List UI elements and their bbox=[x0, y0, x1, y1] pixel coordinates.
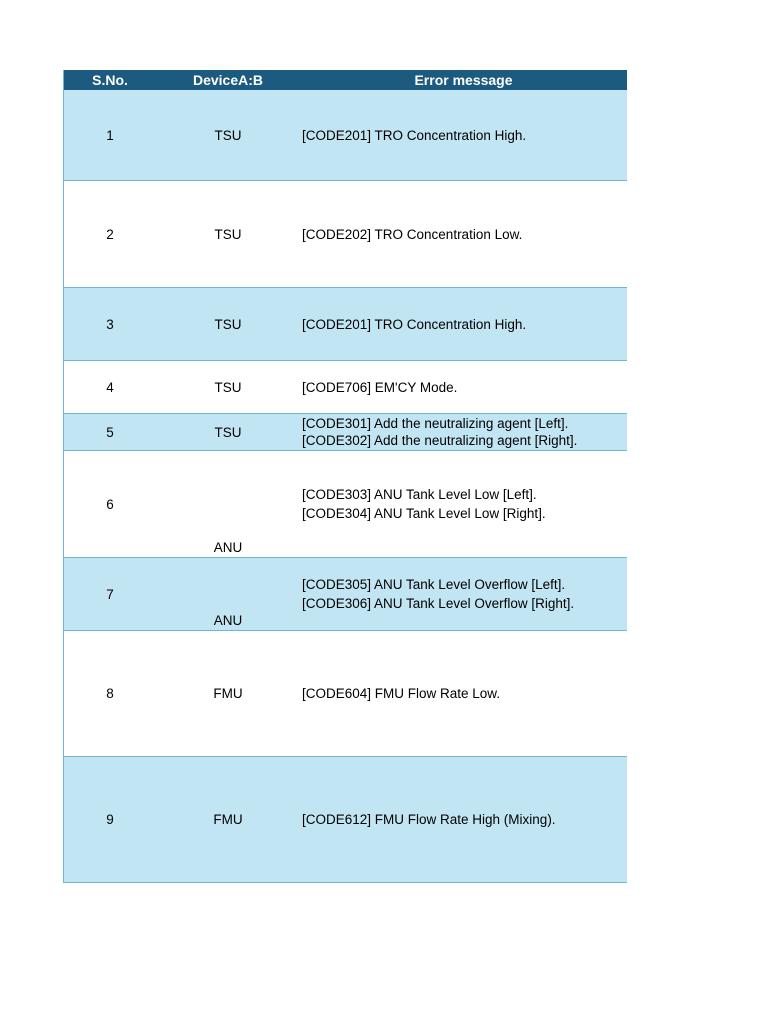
row-sno: 9 bbox=[106, 812, 114, 827]
row-sno: 8 bbox=[106, 686, 114, 701]
row-sno: 7 bbox=[106, 586, 114, 602]
row-device: TSU bbox=[214, 316, 242, 332]
error-line: [CODE201] TRO Concentration High. bbox=[302, 127, 527, 143]
row-error-message bbox=[300, 288, 627, 360]
table-row bbox=[64, 361, 627, 414]
header-sno: S.No. bbox=[92, 72, 128, 88]
error-line: [CODE604] FMU Flow Rate Low. bbox=[302, 686, 501, 701]
row-sno: 1 bbox=[106, 127, 114, 143]
row-sno: 5 bbox=[106, 424, 114, 440]
row-sno: 4 bbox=[106, 379, 114, 395]
row-error-message bbox=[300, 361, 627, 413]
table-header-row bbox=[64, 70, 627, 90]
row-error-message bbox=[300, 181, 627, 287]
error-line: [CODE303] ANU Tank Level Low [Left]. bbox=[302, 487, 537, 502]
row-device: TSU bbox=[214, 226, 242, 242]
row-error-message bbox=[300, 90, 627, 180]
table-row bbox=[64, 631, 627, 757]
error-line: [CODE706] EM'CY Mode. bbox=[302, 379, 458, 395]
error-line: [CODE302] Add the neutralizing agent [Right]. bbox=[302, 433, 578, 448]
error-line: [CODE304] ANU Tank Level Low [Right]. bbox=[302, 506, 546, 521]
error-code-table bbox=[63, 70, 627, 883]
error-line: [CODE306] ANU Tank Level Overflow [Right]. bbox=[302, 596, 575, 611]
row-error-message bbox=[300, 451, 627, 557]
row-sno: 2 bbox=[106, 226, 114, 242]
table-row bbox=[64, 181, 627, 288]
error-line: [CODE612] FMU Flow Rate High (Mixing). bbox=[302, 812, 556, 827]
row-error-message bbox=[300, 414, 627, 450]
row-sno: 3 bbox=[106, 316, 114, 332]
table-row bbox=[64, 757, 627, 883]
header-device: DeviceA:B bbox=[192, 72, 264, 88]
table-row bbox=[64, 90, 627, 181]
row-device: TSU bbox=[214, 424, 242, 440]
row-device: TSU bbox=[214, 379, 242, 395]
error-line: [CODE301] Add the neutralizing agent [Left]. bbox=[302, 416, 569, 431]
row-device: TSU bbox=[214, 127, 242, 143]
table-row bbox=[64, 451, 627, 558]
row-error-message bbox=[300, 757, 627, 882]
row-device: ANU bbox=[213, 613, 243, 628]
table-row bbox=[64, 558, 627, 631]
row-error-message bbox=[300, 631, 627, 756]
header-error-message: Error message bbox=[414, 72, 513, 88]
error-line: [CODE305] ANU Tank Level Overflow [Left]. bbox=[302, 577, 566, 592]
row-device: ANU bbox=[213, 540, 243, 555]
row-sno: 6 bbox=[106, 496, 114, 512]
row-device: FMU bbox=[213, 686, 243, 701]
row-error-message bbox=[300, 558, 627, 630]
error-line: [CODE201] TRO Concentration High. bbox=[302, 316, 527, 332]
row-device: FMU bbox=[213, 812, 243, 827]
table-row bbox=[64, 414, 627, 451]
table-row bbox=[64, 288, 627, 361]
error-line: [CODE202] TRO Concentration Low. bbox=[302, 226, 523, 242]
